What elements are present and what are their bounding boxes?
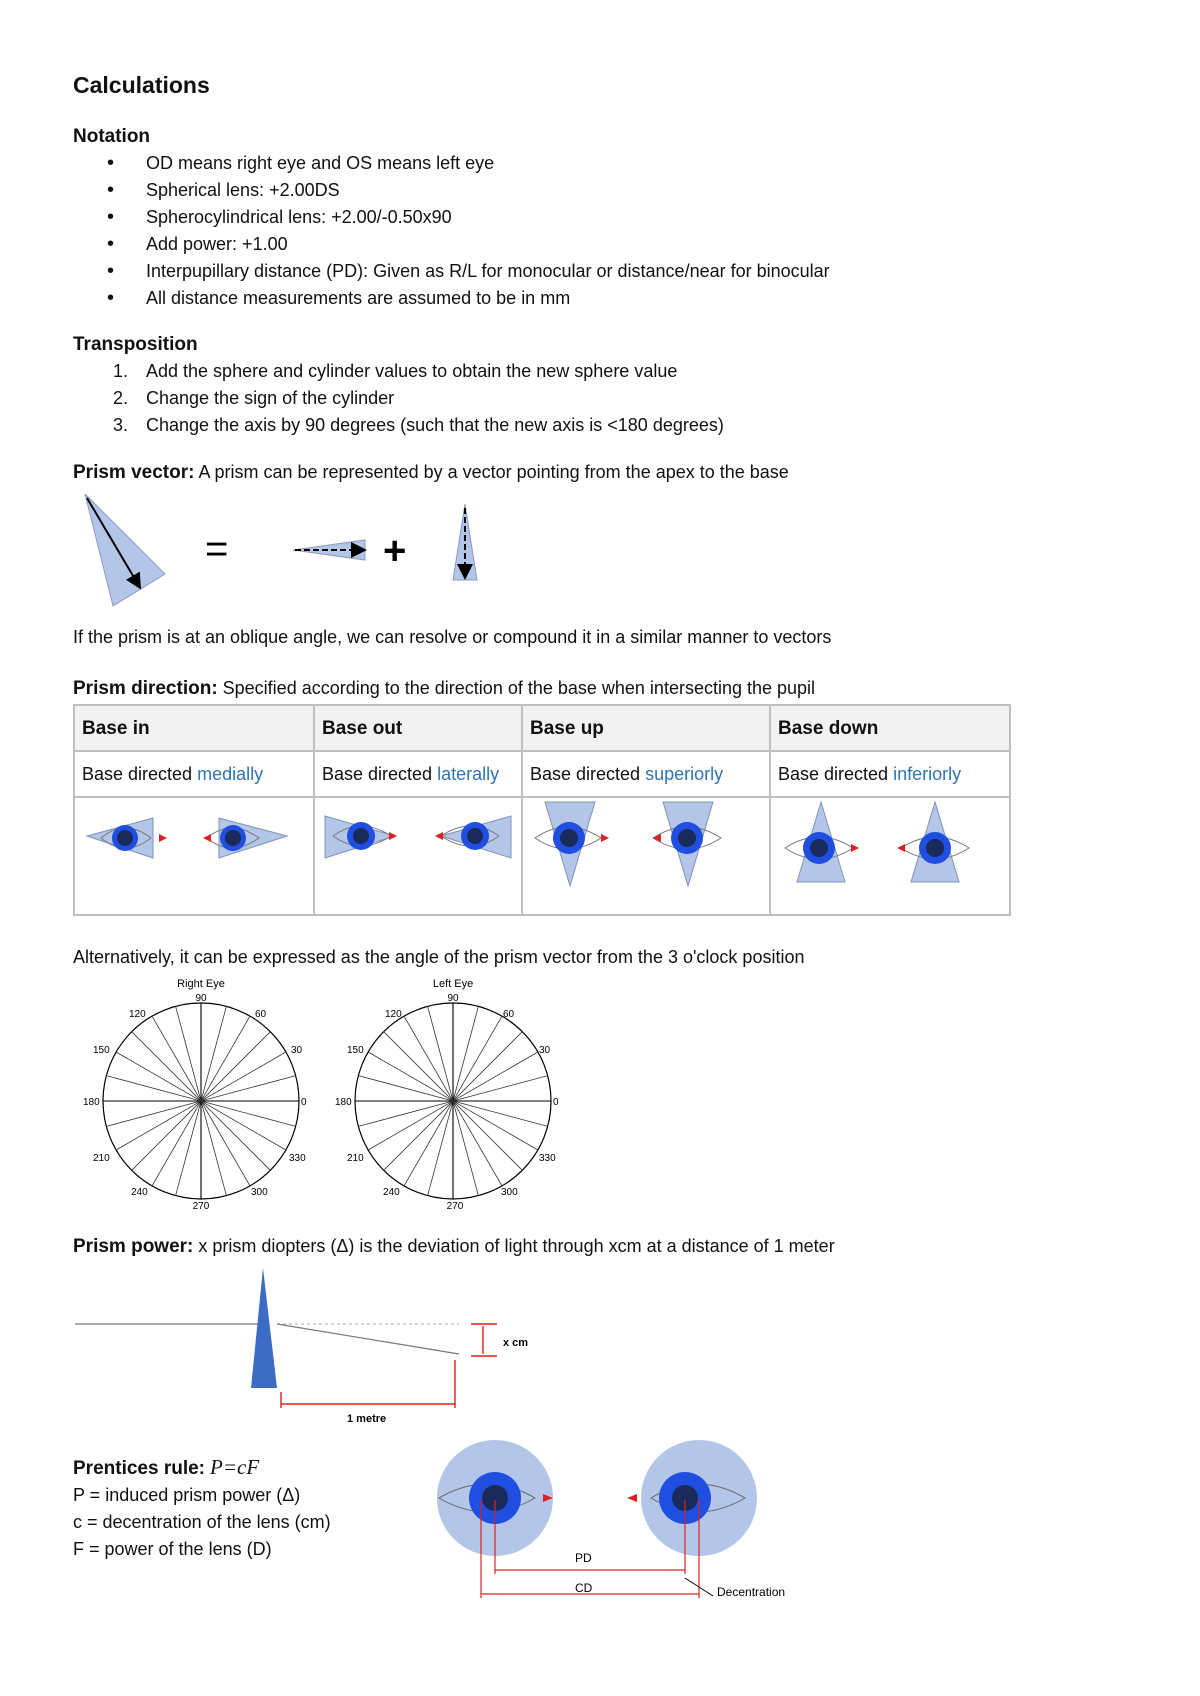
notation-list xyxy=(73,150,1133,312)
left-eye-dial xyxy=(335,978,559,1211)
svg-text:60: 60 xyxy=(255,1009,267,1020)
table-row xyxy=(74,797,1010,915)
decentration-label: Decentration xyxy=(717,1585,786,1599)
prentice-line: c = decentration of the lens (cm) xyxy=(73,1512,331,1532)
header-base-in: Base in xyxy=(74,705,314,751)
svg-text:60: 60 xyxy=(503,1009,515,1020)
prentice-diagram xyxy=(423,1440,803,1640)
dial-title: Left Eye xyxy=(432,978,474,990)
svg-text:180: 180 xyxy=(335,1097,352,1108)
oblique-text: If the prism is at an oblique angle, we can resolve or compound it in a similar manner to vectors xyxy=(73,627,832,647)
svg-text:120: 120 xyxy=(385,1009,402,1020)
page-title: Calculations xyxy=(73,72,210,98)
svg-text:240: 240 xyxy=(383,1187,400,1198)
transposition-heading: Transposition xyxy=(73,334,198,355)
base-down-illustration xyxy=(771,798,1001,906)
prentice-section xyxy=(73,1454,1133,1644)
prism-power-diagram xyxy=(73,1264,553,1434)
header-base-up: Base up xyxy=(522,705,770,751)
base-in-illustration xyxy=(75,798,299,906)
desc-base-up: Base directed superiorly xyxy=(522,751,770,797)
illus-base-out xyxy=(314,797,522,915)
svg-text:330: 330 xyxy=(539,1153,556,1164)
angle-text: Alternatively, it can be expressed as the angle of the prism vector from the 3 o'clock position xyxy=(73,947,805,967)
header-base-out: Base out xyxy=(314,705,522,751)
horizontal-prism xyxy=(293,540,365,560)
equals-sign: = xyxy=(205,527,229,571)
svg-text:30: 30 xyxy=(539,1045,551,1056)
prism-vector-diagram xyxy=(73,494,493,614)
svg-text:90: 90 xyxy=(195,993,207,1004)
table-header-row xyxy=(74,705,1010,751)
svg-text:120: 120 xyxy=(129,1009,146,1020)
prism-direction-line: Prism direction: Specified according to the direction of the base when intersecting the pupil xyxy=(73,678,816,699)
right-eye-dial xyxy=(83,978,307,1211)
illus-base-down xyxy=(770,797,1010,915)
svg-text:210: 210 xyxy=(93,1153,110,1164)
svg-text:270: 270 xyxy=(446,1201,464,1211)
cd-label: CD xyxy=(575,1581,593,1595)
prentice-line: P = induced prism power (Δ) xyxy=(73,1485,301,1505)
base-out-illustration xyxy=(315,798,519,906)
list-item: • Interpupillary distance (PD): Given as R/L for monocular or distance/near for binocular xyxy=(73,258,1133,285)
pd-label: PD xyxy=(575,1551,592,1565)
base-up-illustration xyxy=(523,798,755,906)
vertical-prism xyxy=(453,504,477,580)
list-item: • Spherical lens: +2.00DS xyxy=(73,177,1133,204)
list-item: • Spherocylindrical lens: +2.00/-0.50x90 xyxy=(73,204,1133,231)
list-item: • All distance measurements are assumed to be in mm xyxy=(73,285,1133,312)
desc-base-down: Base directed inferiorly xyxy=(770,751,1010,797)
xcm-label: x cm xyxy=(503,1337,529,1349)
list-item: 2. Change the sign of the cylinder xyxy=(113,388,395,408)
oblique-prism xyxy=(85,494,165,606)
angle-dials xyxy=(73,971,593,1211)
svg-text:300: 300 xyxy=(251,1187,268,1198)
svg-text:0: 0 xyxy=(553,1097,559,1108)
metre-label: 1 metre xyxy=(347,1413,387,1425)
list-item: • OD means right eye and OS means left eye xyxy=(73,150,1133,177)
svg-text:150: 150 xyxy=(347,1045,364,1056)
table-row xyxy=(74,751,1010,797)
svg-text:330: 330 xyxy=(289,1153,306,1164)
illus-base-up xyxy=(522,797,770,915)
dial-title: Right Eye xyxy=(177,978,225,990)
svg-text:0: 0 xyxy=(301,1097,307,1108)
svg-text:300: 300 xyxy=(501,1187,518,1198)
transposition-list xyxy=(73,358,1133,439)
list-item: 3. Change the axis by 90 degrees (such that the new axis is <180 degrees) xyxy=(113,415,724,435)
page xyxy=(73,70,1133,1644)
desc-base-out: Base directed laterally xyxy=(314,751,522,797)
svg-text:270: 270 xyxy=(192,1201,210,1211)
list-item: • Add power: +1.00 xyxy=(73,231,1133,258)
svg-text:210: 210 xyxy=(347,1153,364,1164)
list-item: 1. Add the sphere and cylinder values to obtain the new sphere value xyxy=(113,361,678,381)
prism-power-line: Prism power: x prism diopters (Δ) is the deviation of light through xcm at a distance of 1 meter xyxy=(73,1236,835,1257)
prism-direction-table xyxy=(73,704,1011,916)
illus-base-in xyxy=(74,797,314,915)
notation-heading: Notation xyxy=(73,126,151,147)
prentice-line: F = power of the lens (D) xyxy=(73,1539,272,1559)
svg-text:240: 240 xyxy=(131,1187,148,1198)
desc-base-in: Base directed medially xyxy=(74,751,314,797)
header-base-down: Base down xyxy=(770,705,1010,751)
svg-text:150: 150 xyxy=(93,1045,110,1056)
svg-text:180: 180 xyxy=(83,1097,100,1108)
prentice-heading: Prentices rule: P=cF xyxy=(73,1455,260,1479)
svg-text:30: 30 xyxy=(291,1045,303,1056)
prism-vector-line: Prism vector: A prism can be represented by a vector pointing from the apex to the base xyxy=(73,462,789,483)
plus-sign: + xyxy=(383,529,407,573)
svg-text:90: 90 xyxy=(447,993,459,1004)
